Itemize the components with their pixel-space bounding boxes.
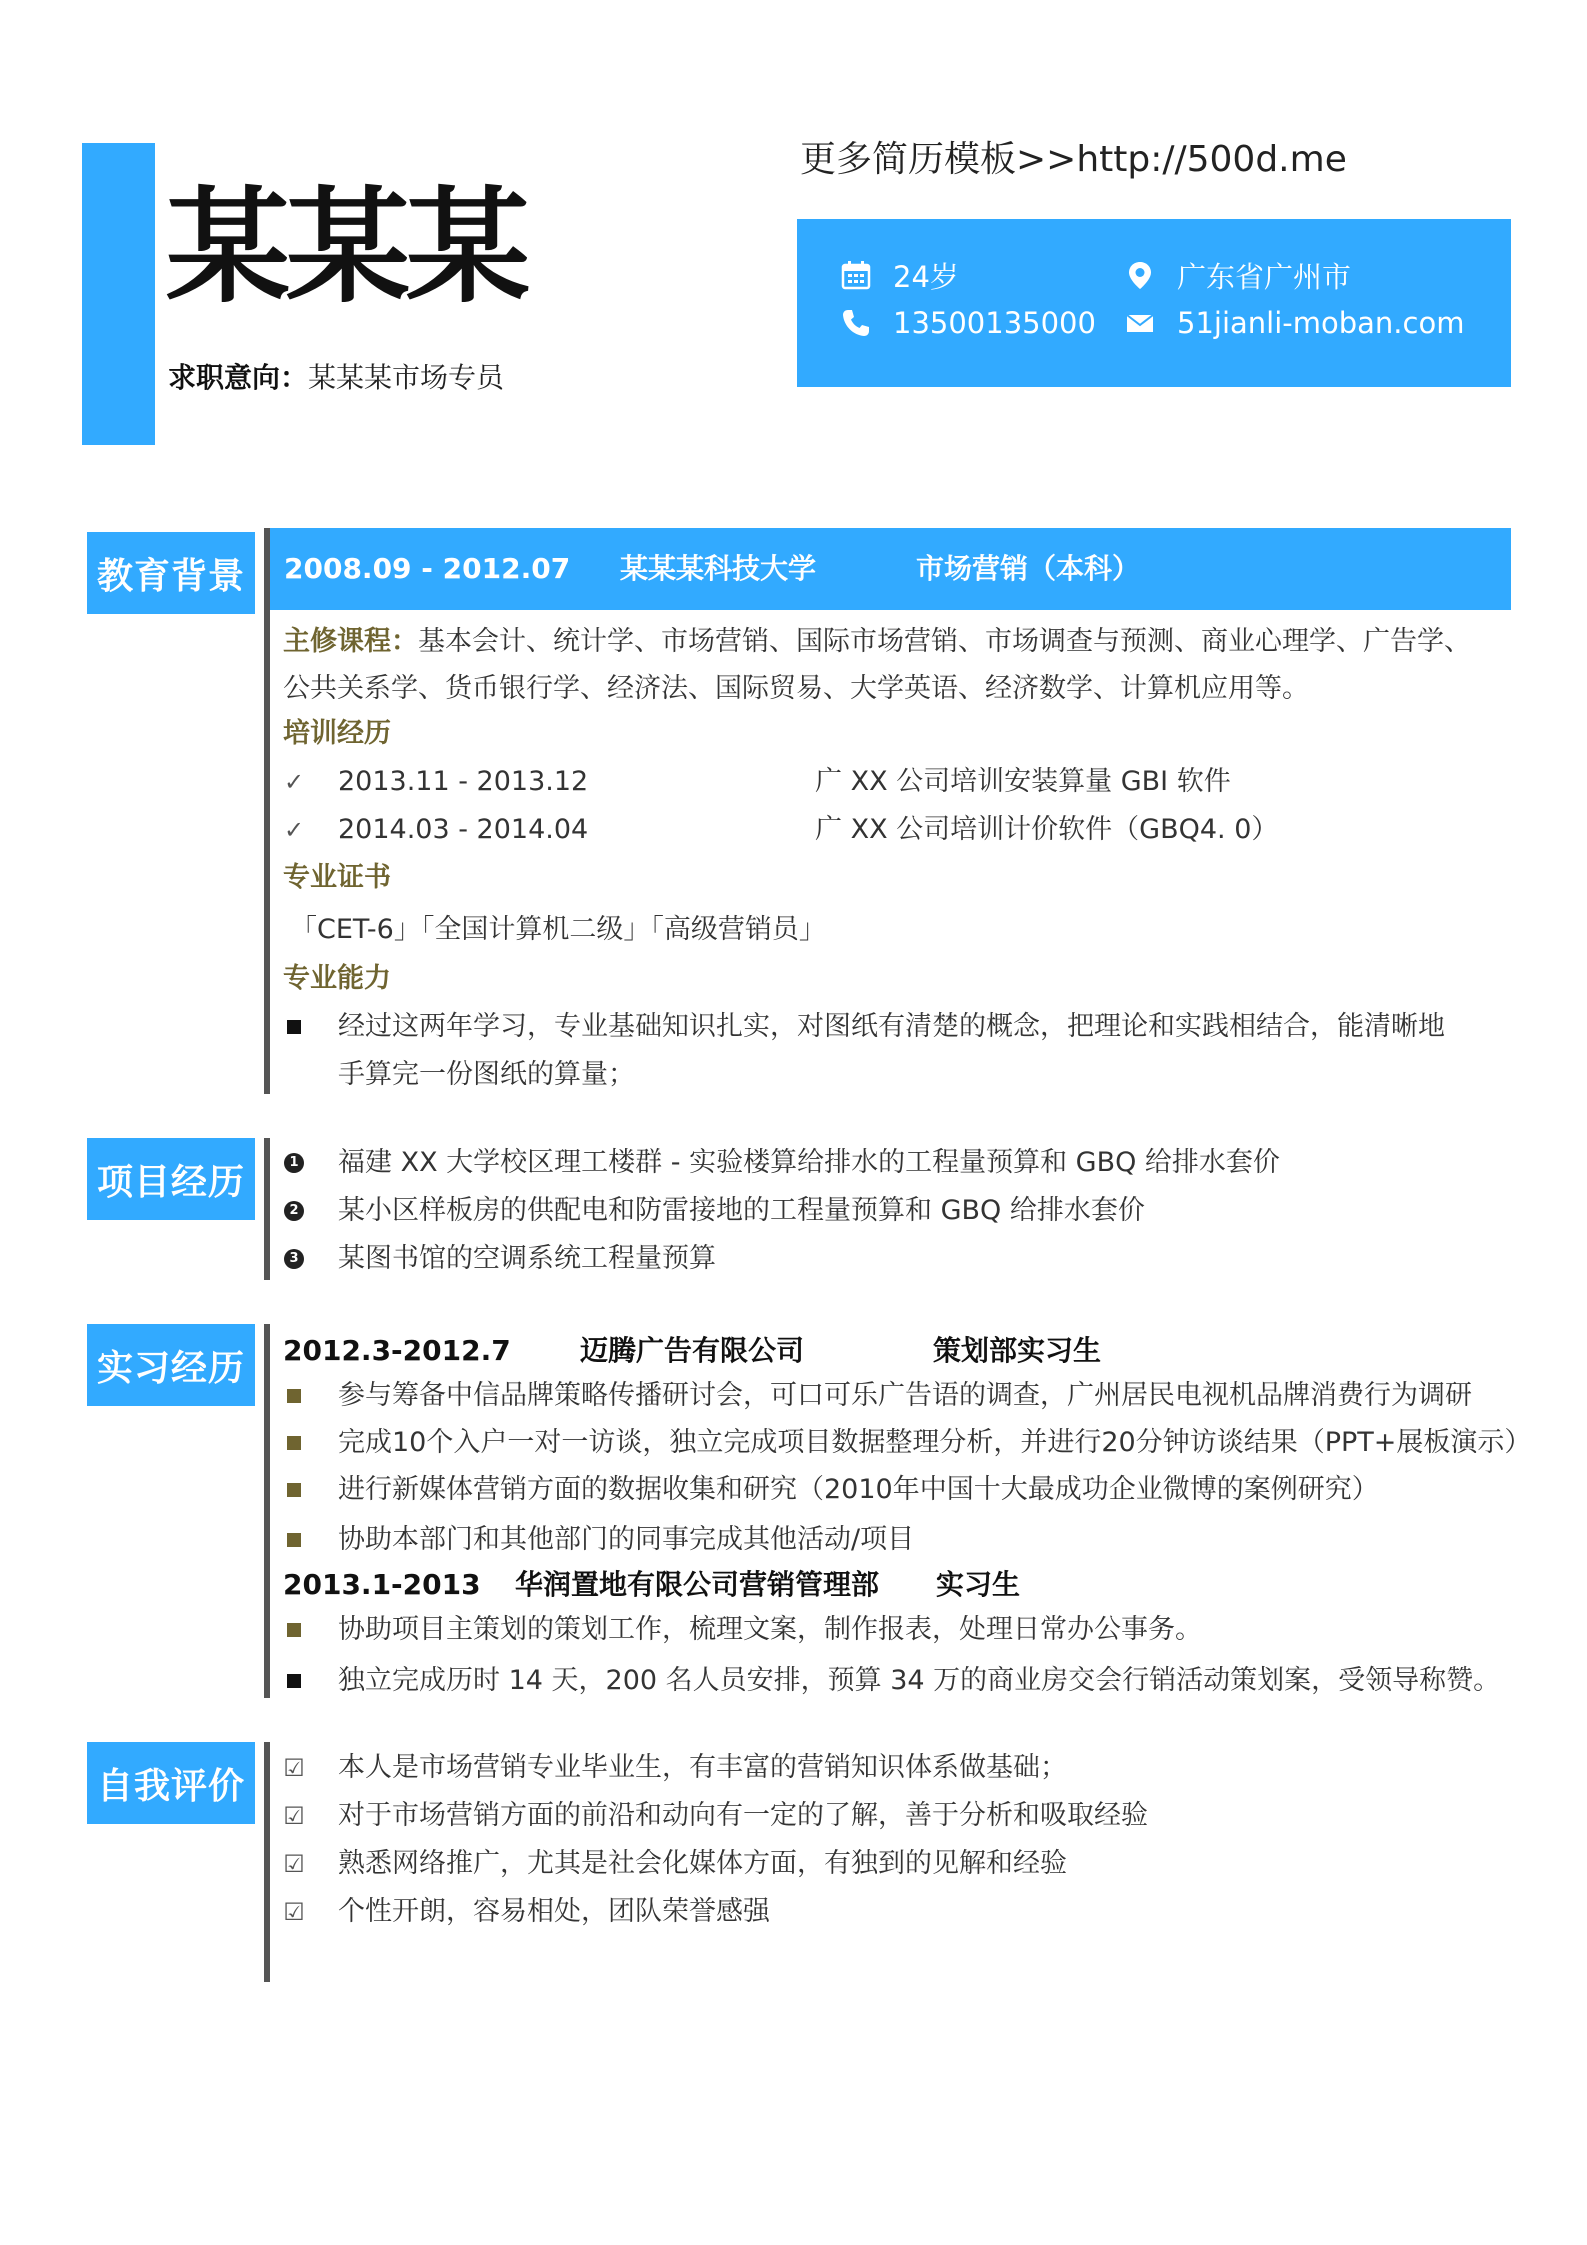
job2-item: 协助项目主策划的策划工作，梳理文案，制作报表，处理日常办公事务。	[338, 1614, 1202, 1645]
number-bullet: 1	[283, 1145, 305, 1181]
education-school: 某某某科技大学	[620, 552, 817, 585]
contact-age	[841, 253, 959, 297]
age-value: 24岁	[893, 259, 959, 294]
courses-line-1	[283, 624, 1471, 660]
job2-role: 实习生	[936, 1568, 1021, 1601]
project-item: 福建 XX 大学校区理工楼群 - 实验楼算给排水的工程量预算和 GBQ 给排水套价	[338, 1147, 1280, 1178]
project-item: 某图书馆的空调系统工程量预算	[338, 1243, 716, 1274]
contact-email	[1125, 301, 1464, 345]
checked-box-icon: ☑	[283, 1802, 305, 1830]
project-item: 某小区样板房的供配电和防雷接地的工程量预算和 GBQ 给排水套价	[338, 1195, 1145, 1226]
training-date: 2014.03 - 2014.04	[338, 814, 589, 845]
checkmark-icon: ✓	[283, 768, 305, 796]
job1-company: 迈腾广告有限公司	[580, 1334, 805, 1367]
phone-icon	[841, 308, 871, 338]
checkmark-icon: ✓	[283, 816, 305, 844]
square-bullet	[283, 1009, 305, 1045]
job1-item: 完成10个入户一对一访谈，独立完成项目数据整理分析，并进行20分钟访谈结果（PPT+展板演示）	[338, 1427, 1532, 1458]
contact-location	[1125, 253, 1351, 297]
name-accent-bar	[82, 143, 155, 445]
education-major: 市场营销（本科）	[916, 552, 1141, 585]
education-header-bar	[270, 528, 1511, 610]
job2-item: 独立完成历时 14 天，200 名人员安排，预算 34 万的商业房交会行销活动策划案，受领导称赞。	[338, 1665, 1501, 1696]
job1-item: 进行新媒体营销方面的数据收集和研究（2010年中国十大最成功企业微博的案例研究）	[338, 1474, 1379, 1505]
ability-line-1: 经过这两年学习，专业基础知识扎实，对图纸有清楚的概念，把理论和实践相结合，能清晰地	[338, 1011, 1445, 1042]
job1-item: 参与筹备中信品牌策略传播研讨会，可口可乐广告语的调查，广州居民电视机品牌消费行为调研	[338, 1380, 1472, 1411]
square-bullet	[283, 1425, 305, 1461]
location-pin-icon	[1125, 260, 1155, 290]
contact-phone	[841, 301, 1096, 345]
job2-period: 2013.1-2013	[283, 1568, 481, 1601]
training-date: 2013.11 - 2013.12	[338, 766, 589, 797]
job1-role: 策划部实习生	[933, 1334, 1102, 1367]
square-bullet	[283, 1378, 305, 1414]
check-bullet	[283, 764, 305, 800]
section-title-self-eval: 自我评价	[87, 1742, 255, 1824]
job1-item: 协助本部门和其他部门的同事完成其他活动/项目	[338, 1524, 915, 1555]
job1-period: 2012.3-2012.7	[283, 1334, 511, 1367]
calendar-icon	[841, 260, 871, 290]
number-bullet: 3	[283, 1241, 305, 1277]
mail-icon	[1125, 308, 1155, 338]
check-bullet	[283, 812, 305, 848]
self-eval-item: 本人是市场营销专业毕业生，有丰富的营销知识体系做基础；	[338, 1752, 1067, 1783]
square-bullet	[283, 1522, 305, 1558]
training-desc: 广 XX 公司培训计价软件（GBQ4. 0）	[815, 814, 1279, 845]
objective-label: 求职意向：	[168, 361, 309, 394]
contact-info-box	[797, 219, 1511, 387]
checked-box-icon: ☑	[283, 1850, 305, 1878]
section-divider-line	[264, 1138, 270, 1280]
checkbox-bullet	[283, 1750, 305, 1786]
checked-box-icon: ☑	[283, 1898, 305, 1926]
checkbox-bullet	[283, 1798, 305, 1834]
courses-line-2: 公共关系学、货币银行学、经济法、国际贸易、大学英语、经济数学、计算机应用等。	[283, 673, 1309, 704]
section-divider-line	[264, 1742, 270, 1982]
checkbox-bullet	[283, 1894, 305, 1930]
email-value[interactable]: 51jianli-moban.com	[1177, 306, 1465, 340]
training-desc: 广 XX 公司培训安装算量 GBI 软件	[815, 766, 1231, 797]
self-eval-item: 个性开朗，容易相处，团队荣誉感强	[338, 1896, 770, 1927]
section-divider-line	[264, 528, 270, 1094]
education-period: 2008.09 - 2012.07	[284, 552, 571, 585]
cert-list: 「CET-6」「全国计算机二级」「高级营销员」	[290, 914, 826, 945]
ability-line-2: 手算完一份图纸的算量；	[338, 1059, 635, 1090]
section-title-internship: 实习经历	[87, 1324, 255, 1406]
cert-title: 专业证书	[283, 862, 391, 893]
section-title-projects: 项目经历	[87, 1138, 255, 1220]
checkbox-bullet	[283, 1846, 305, 1882]
courses-label: 主修课程：	[283, 626, 418, 657]
location-value: 广东省广州市	[1177, 259, 1352, 294]
phone-value[interactable]: 13500135000	[893, 306, 1096, 340]
candidate-name: 某某某	[166, 176, 527, 320]
square-bullet	[283, 1663, 305, 1699]
square-bullet	[283, 1612, 305, 1648]
training-title: 培训经历	[283, 718, 391, 749]
section-divider-line	[264, 1324, 270, 1698]
courses-text-1: 基本会计、统计学、市场营销、国际市场营销、市场调查与预测、商业心理学、广告学、	[418, 626, 1471, 657]
job-objective	[168, 360, 504, 396]
number-bullet: 2	[283, 1193, 305, 1229]
checked-box-icon: ☑	[283, 1754, 305, 1782]
objective-value: 某某某市场专员	[308, 361, 505, 394]
section-title-education: 教育背景	[87, 532, 255, 614]
square-bullet	[283, 1472, 305, 1508]
job2-company: 华润置地有限公司营销管理部	[515, 1568, 880, 1601]
ability-title: 专业能力	[283, 963, 391, 994]
more-templates-link[interactable]: 更多简历模板>>http://500d.me	[800, 139, 1347, 180]
self-eval-item: 对于市场营销方面的前沿和动向有一定的了解，善于分析和吸取经验	[338, 1800, 1148, 1831]
self-eval-item: 熟悉网络推广，尤其是社会化媒体方面，有独到的见解和经验	[338, 1848, 1067, 1879]
